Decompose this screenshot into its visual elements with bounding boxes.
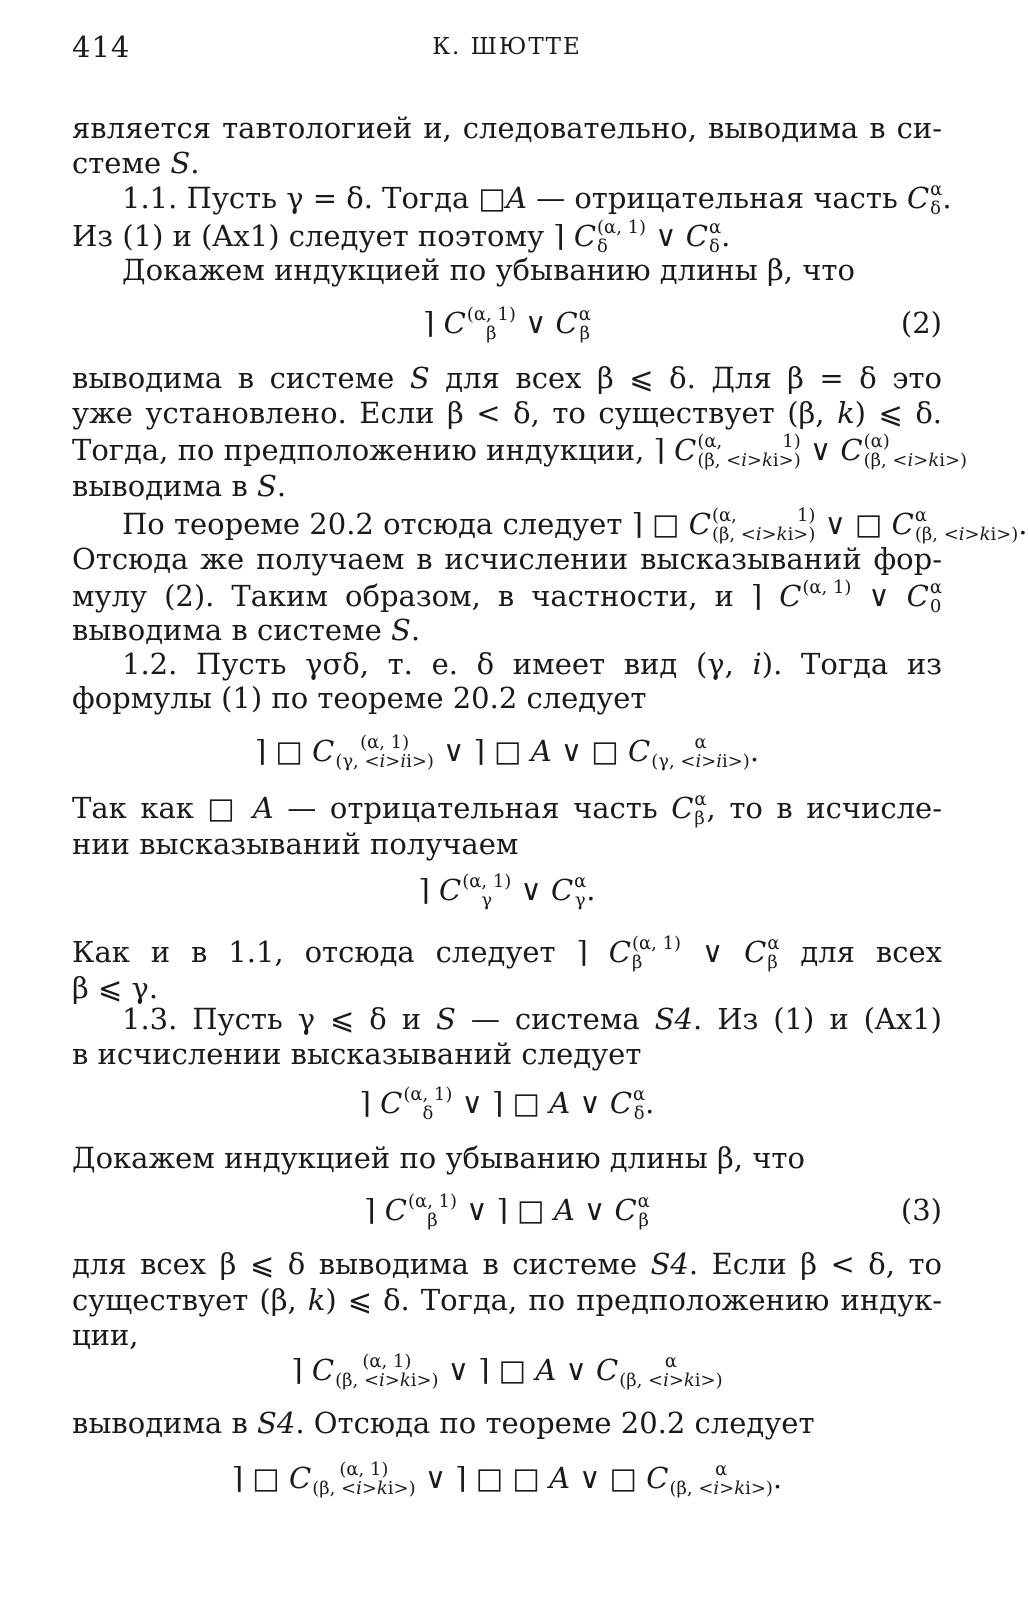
formula-line: ⌉ □ C (α, 1) (γ, <i>ii>) ∨ ⌉ □ A ∨ □ C α (γ, <i>ii>) . [254,732,760,772]
text-line: 1.3. Пусть γ ⩽ δ и S — система S4. Из (1) и (Ax1) [122,1002,942,1036]
text-line: выводима в системе S. [72,613,421,647]
text-line: Докажем индукцией по убыванию длины β, что [72,1141,805,1175]
text-line: 1.1. Пусть γ = δ. Тогда □A — отрицательная часть C α δ . [122,179,952,219]
text-line: Тогда, по предположению индукции, ⌉ C (α, 1) (β, <i>ki>) ∨ C (α) (β, <i>ki>) [72,431,968,471]
formula-line: ⌉ C (α, 1) δ ∨ ⌉ □ A ∨ C α δ . [359,1084,655,1124]
page-number: 414 [72,30,131,64]
text-line: 1.2. Пусть γσδ, т. е. δ имеет вид (γ, i). Тогда из [122,647,942,681]
text-line: Докажем индукцией по убыванию длины β, что [122,253,855,287]
text-line: стеме S. [72,146,200,180]
text-line: формулы (1) по теореме 20.2 следует [72,681,647,715]
text-line: выводима в системе S для всех β ⩽ δ. Для β = δ это [72,361,942,395]
text-line: в исчислении высказываний следует [72,1037,642,1071]
text-line: По теореме 20.2 отсюда следует ⌉ □ C (α, 1) (β, <i>ki>) ∨ □ C α (β, <i>ki>) . [122,505,1028,545]
text-line: выводима в S. [72,469,287,503]
page-header [72,30,942,66]
text-line: уже установлено. Если β < δ, то существует (β, k) ⩽ δ. [72,396,942,430]
text-line: выводима в S4. Отсюда по теореме 20.2 следует [72,1406,815,1440]
formula-line: ⌉ □ C (α, 1) (β, <i>ki>) ∨ ⌉ □ □ A ∨ □ C α (β, <i>ki>) . [231,1459,783,1499]
running-title: К. ШЮТТЕ [432,34,582,60]
text-line: Как и в 1.1, отсюда следует ⌉ C (α, 1) β ∨ C α β для всех [72,933,942,973]
text-line: ции, [72,1318,139,1352]
formula-line: ⌉ C (α, 1) (β, <i>ki>) ∨ ⌉ □ A ∨ C α (β, <i>ki>) [291,1351,723,1391]
text-line: нии высказываний получаем [72,827,519,861]
formula-line: ⌉ C (α, 1) β ∨ ⌉ □ A ∨ C α β [364,1191,650,1231]
text-line: β ⩽ γ. [72,971,159,1005]
equation-number: (3) [900,1193,942,1227]
text-line: существует (β, k) ⩽ δ. Тогда, по предположению индук- [72,1283,942,1317]
equation-number: (2) [900,306,942,340]
text-line: является тавтологией и, следовательно, выводима в си- [72,111,942,145]
formula-line: ⌉ C (α, 1) γ ∨ C α γ . [418,871,596,911]
formula-line: ⌉ C (α, 1) β ∨ C α β [423,304,591,344]
text-line: мулу (2). Таким образом, в частности, и ⌉ C (α, 1) ∨ C α 0 [72,577,942,617]
text-line: Так как □ A — отрицательная часть C α β , то в исчисле- [72,789,942,829]
text-line: для всех β ⩽ δ выводима в системе S4. Если β < δ, то [72,1247,942,1281]
text-line: Отсюда же получаем в исчислении высказываний фор- [72,542,942,576]
text-line: Из (1) и (Ax1) следует поэтому ⌉ C (α, 1) δ ∨ C α δ . [72,217,731,257]
